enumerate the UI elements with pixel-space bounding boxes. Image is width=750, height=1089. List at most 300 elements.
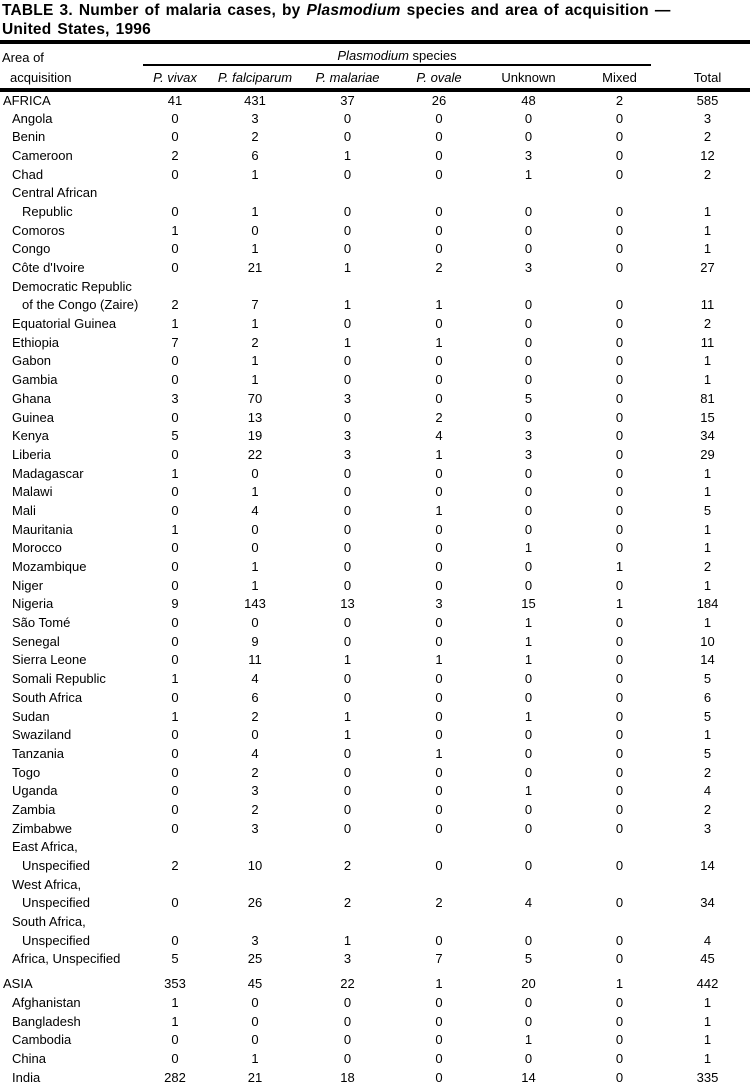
cell-value — [210, 875, 300, 894]
cell-value: 1 — [251, 203, 259, 219]
cell-value: 2 — [343, 858, 352, 874]
cell-value — [483, 875, 574, 894]
cell-value: 6 — [251, 147, 259, 163]
cell-value: 1 — [251, 353, 259, 369]
cell-value: 0 — [524, 577, 533, 593]
cell-value: 0 — [171, 689, 179, 705]
cell-value: 0 — [524, 559, 533, 575]
cell-value: 0 — [524, 858, 533, 874]
cell-value: 1 — [703, 577, 712, 593]
cell-value: 353 — [164, 976, 186, 992]
table-row — [0, 1049, 750, 1068]
cell-value: 0 — [524, 203, 533, 219]
cell-value: 143 — [244, 596, 266, 612]
table-row — [0, 1068, 750, 1087]
cell-value: 335 — [696, 1069, 719, 1085]
cell-value: 10 — [700, 633, 715, 649]
cell-value: 0 — [615, 129, 624, 145]
table-row — [0, 931, 750, 950]
table-row — [0, 389, 750, 408]
row-label: Sierra Leone — [12, 652, 87, 668]
cell-value — [483, 912, 574, 931]
row-label: Afghanistan — [12, 994, 81, 1010]
cell-value: 21 — [247, 260, 263, 276]
cell-value: 2 — [703, 316, 712, 332]
cell-value: 0 — [615, 521, 624, 537]
cell-value: 11 — [700, 297, 715, 313]
table-row — [0, 520, 750, 539]
cell-value: 0 — [524, 465, 533, 481]
cell-value: 45 — [247, 976, 263, 992]
cell-value: 26 — [247, 895, 263, 911]
cell-value: 0 — [435, 465, 443, 481]
cell-value: 1 — [171, 222, 179, 238]
cell-value: 10 — [247, 858, 263, 874]
row-label: Central African — [12, 185, 98, 201]
cell-value: 0 — [171, 633, 179, 649]
cell-value: 2 — [703, 166, 712, 182]
cell-value: 0 — [435, 222, 443, 238]
cell-value: 4 — [251, 502, 259, 518]
row-label: Sudan — [12, 708, 50, 724]
cell-value: 2 — [251, 764, 259, 780]
cell-value: 29 — [700, 446, 715, 462]
cell-value: 0 — [171, 577, 179, 593]
cell-value: 22 — [340, 976, 355, 992]
cell-value: 0 — [524, 409, 533, 425]
cell-value: 7 — [251, 297, 259, 313]
cell-value: 0 — [251, 1032, 259, 1048]
row-label: of the Congo (Zaire) — [22, 297, 139, 313]
cell-value: 0 — [524, 671, 533, 687]
cell-value: 2 — [171, 147, 179, 163]
table-row — [0, 464, 750, 483]
malaria-cases-table — [0, 40, 750, 1086]
table-row — [0, 352, 750, 371]
cell-value: 2 — [703, 559, 712, 575]
cell-value: 26 — [431, 92, 447, 108]
cell-value — [300, 838, 395, 857]
table-title-line2: United States, 1996 — [2, 20, 151, 38]
cell-value: 45 — [700, 951, 715, 967]
row-label: East Africa, — [12, 839, 78, 855]
cell-value — [665, 183, 750, 202]
cell-value: 5 — [171, 951, 179, 967]
cell-value: 0 — [524, 502, 533, 518]
cell-value: 5 — [524, 951, 533, 967]
cell-value — [665, 838, 750, 857]
cell-value: 0 — [435, 353, 443, 369]
cell-value: 0 — [343, 615, 352, 631]
cell-value: 0 — [615, 297, 624, 313]
cell-value: 2 — [171, 858, 179, 874]
cell-value: 9 — [171, 596, 179, 612]
cell-value: 0 — [343, 372, 352, 388]
cell-value: 0 — [615, 615, 624, 631]
cell-value: 1 — [251, 316, 259, 332]
cell-value: 5 — [703, 671, 712, 687]
cell-value — [574, 183, 665, 202]
table-row — [0, 482, 750, 501]
table-title-line1: TABLE 3. Number of malaria cases, by Plasmodium species and area of acquisition — — [2, 2, 671, 19]
cell-value: 1 — [343, 147, 352, 163]
cell-value: 0 — [615, 858, 624, 874]
row-label: Tanzania — [12, 745, 65, 761]
row-label: Gabon — [12, 353, 52, 369]
row-label: Comoros — [12, 222, 65, 238]
cell-value: 1 — [703, 1050, 712, 1066]
cell-value: 3 — [251, 932, 259, 948]
cell-value: 0 — [524, 745, 533, 761]
cell-value: 4 — [703, 932, 712, 948]
cell-value: 0 — [524, 801, 533, 817]
cell-value: 0 — [251, 465, 259, 481]
cell-value: 0 — [343, 316, 352, 332]
table-row — [0, 968, 750, 993]
cell-value: 1 — [703, 1013, 712, 1029]
cell-value: 0 — [435, 129, 443, 145]
cell-value: 7 — [435, 951, 443, 967]
cell-value: 0 — [615, 689, 624, 705]
plasmodium-species-group-header — [140, 42, 665, 66]
column-header-mixed: Mixed — [574, 66, 665, 90]
cell-value: 0 — [615, 951, 624, 967]
cell-value: 0 — [615, 484, 624, 500]
cell-value: 12 — [700, 147, 715, 163]
cell-value: 1 — [435, 652, 443, 668]
cell-value: 3 — [524, 428, 533, 444]
row-label: South Africa, — [12, 914, 86, 930]
cell-value: 2 — [251, 801, 259, 817]
cell-value: 1 — [703, 521, 712, 537]
row-label: Côte d'Ivoire — [12, 260, 85, 276]
column-header-p-ovale: P. ovale — [395, 66, 483, 90]
cell-value: 1 — [435, 334, 443, 350]
cell-value: 0 — [615, 745, 624, 761]
cell-value: 11 — [700, 334, 715, 350]
cell-value: 0 — [171, 166, 179, 182]
cell-value: 1 — [251, 559, 259, 575]
row-label: AFRICA — [3, 92, 51, 108]
table-row — [0, 109, 750, 128]
cell-value: 1 — [171, 708, 179, 724]
cell-value: 0 — [615, 428, 624, 444]
cell-value: 2 — [703, 801, 712, 817]
cell-value: 4 — [251, 671, 259, 687]
cell-value: 1 — [343, 727, 352, 743]
cell-value: 15 — [700, 409, 715, 425]
table-row — [0, 595, 750, 614]
cell-value: 0 — [615, 502, 624, 518]
cell-value — [483, 838, 574, 857]
cell-value: 0 — [171, 727, 179, 743]
cell-value: 0 — [615, 1069, 624, 1085]
cell-value: 2 — [435, 895, 443, 911]
cell-value: 0 — [524, 994, 533, 1010]
table-row — [0, 613, 750, 632]
cell-value: 0 — [171, 895, 179, 911]
cell-value: 0 — [343, 465, 352, 481]
cell-value: 0 — [343, 783, 352, 799]
cell-value: 0 — [524, 316, 533, 332]
cell-value: 3 — [524, 147, 533, 163]
cell-value: 1 — [251, 372, 259, 388]
cell-value: 1 — [524, 708, 533, 724]
cell-value: 0 — [435, 727, 443, 743]
cell-value: 0 — [615, 372, 624, 388]
cell-value: 14 — [521, 1069, 536, 1085]
cell-value: 0 — [171, 745, 179, 761]
cell-value — [210, 183, 300, 202]
row-label: India — [12, 1069, 41, 1085]
cell-value: 0 — [435, 110, 443, 126]
cell-value: 1 — [343, 260, 352, 276]
cell-value: 0 — [171, 353, 179, 369]
cell-value: 1 — [524, 633, 533, 649]
row-label: Ethiopia — [12, 334, 59, 350]
cell-value: 0 — [435, 1032, 443, 1048]
cell-value: 6 — [251, 689, 259, 705]
cell-value: 1 — [703, 465, 712, 481]
cell-value: 0 — [251, 521, 259, 537]
table-row — [0, 1012, 750, 1031]
cell-value: 5 — [524, 390, 533, 406]
cell-value — [210, 277, 300, 296]
table-row — [0, 333, 750, 352]
cell-value: 5 — [171, 428, 179, 444]
cell-value: 0 — [251, 994, 259, 1010]
cell-value: 2 — [251, 129, 259, 145]
cell-value — [210, 912, 300, 931]
cell-value: 0 — [615, 260, 624, 276]
row-label: Zambia — [12, 801, 56, 817]
cell-value: 0 — [524, 932, 533, 948]
cell-value: 3 — [343, 951, 352, 967]
cell-value: 0 — [615, 446, 624, 462]
cell-value: 0 — [615, 390, 624, 406]
cell-value: 3 — [703, 820, 712, 836]
cell-value: 1 — [615, 559, 624, 575]
table-header — [0, 42, 750, 90]
cell-value — [140, 875, 210, 894]
table-row — [0, 669, 750, 688]
row-label: Niger — [12, 577, 44, 593]
row-label: Unspecified — [22, 858, 90, 874]
cell-value: 282 — [164, 1069, 186, 1085]
cell-value — [140, 912, 210, 931]
cell-value: 0 — [524, 1050, 533, 1066]
cell-value: 4 — [435, 428, 443, 444]
cell-value: 0 — [615, 671, 624, 687]
cell-value: 2 — [435, 260, 443, 276]
cell-value: 11 — [248, 652, 262, 668]
cell-value: 22 — [247, 446, 263, 462]
cell-value: 0 — [435, 559, 443, 575]
cell-value: 0 — [171, 241, 179, 257]
cell-value — [574, 838, 665, 857]
cell-value: 0 — [251, 615, 259, 631]
cell-value: 0 — [171, 764, 179, 780]
cell-value: 0 — [615, 633, 624, 649]
cell-value: 0 — [343, 502, 352, 518]
cell-value: 0 — [435, 166, 443, 182]
cell-value: 0 — [343, 521, 352, 537]
cell-value: 0 — [615, 222, 624, 238]
cell-value — [140, 838, 210, 857]
table-row — [0, 258, 750, 277]
header-group-row — [0, 42, 750, 66]
cell-value: 0 — [343, 1013, 352, 1029]
table-row — [0, 202, 750, 221]
cell-value: 0 — [343, 820, 352, 836]
cell-value: 0 — [343, 1050, 352, 1066]
cell-value: 0 — [524, 820, 533, 836]
cell-value: 0 — [171, 801, 179, 817]
cell-value: 0 — [615, 147, 624, 163]
cell-value: 0 — [435, 932, 443, 948]
cell-value: 0 — [435, 671, 443, 687]
cell-value: 1 — [343, 297, 352, 313]
cell-value — [395, 912, 483, 931]
cell-value — [665, 277, 750, 296]
cell-value: 3 — [171, 390, 179, 406]
cell-value: 0 — [343, 484, 352, 500]
cell-value: 0 — [615, 353, 624, 369]
cell-value: 0 — [171, 129, 179, 145]
cell-value: 0 — [343, 166, 352, 182]
cell-value: 0 — [435, 241, 443, 257]
table-row — [0, 90, 750, 109]
cell-value: 0 — [171, 652, 179, 668]
cell-value: 1 — [171, 465, 179, 481]
cell-value: 14 — [700, 858, 715, 874]
table-row — [0, 146, 750, 165]
cell-value: 0 — [615, 334, 624, 350]
cell-value: 1 — [343, 708, 352, 724]
cell-value: 0 — [524, 334, 533, 350]
table-row — [0, 426, 750, 445]
cell-value: 0 — [435, 316, 443, 332]
table-row — [0, 819, 750, 838]
cell-value: 0 — [343, 241, 352, 257]
table-row — [0, 744, 750, 763]
cell-value: 7 — [171, 334, 179, 350]
cell-value: 1 — [703, 203, 712, 219]
cell-value: 9 — [251, 633, 259, 649]
cell-value: 2 — [343, 895, 352, 911]
cell-value: 0 — [343, 409, 352, 425]
cell-value: 0 — [343, 764, 352, 780]
cell-value: 81 — [700, 390, 715, 406]
cell-value: 0 — [615, 1013, 624, 1029]
cell-value: 0 — [615, 932, 624, 948]
cell-value — [395, 838, 483, 857]
cell-value: 0 — [343, 577, 352, 593]
table-row — [0, 781, 750, 800]
cell-value: 0 — [615, 316, 624, 332]
table-row — [0, 501, 750, 520]
cell-value: 19 — [247, 428, 263, 444]
cell-value: 0 — [171, 559, 179, 575]
cell-value: 3 — [524, 260, 533, 276]
cell-value: 4 — [251, 745, 259, 761]
cell-value — [395, 277, 483, 296]
cell-value: 1 — [703, 353, 712, 369]
cell-value: 0 — [524, 764, 533, 780]
row-label: Guinea — [12, 409, 54, 425]
cell-value: 0 — [171, 1032, 179, 1048]
row-label: Congo — [12, 241, 51, 257]
cell-value: 20 — [521, 976, 536, 992]
cell-value: 0 — [615, 409, 624, 425]
row-label: Malawi — [12, 484, 53, 500]
table-row — [0, 632, 750, 651]
column-header-total: Total — [665, 66, 750, 90]
cell-value: 1 — [703, 1032, 712, 1048]
row-label: Somali Republic — [12, 671, 106, 687]
cell-value: 1 — [171, 994, 179, 1010]
cell-value: 48 — [521, 92, 536, 108]
cell-value: 184 — [696, 596, 719, 612]
column-header-p-vivax: P. vivax — [140, 66, 210, 90]
cell-value: 1 — [524, 783, 533, 799]
cell-value: 0 — [171, 1050, 179, 1066]
table-row — [0, 576, 750, 595]
row-label: Ghana — [12, 390, 52, 406]
row-label: Zimbabwe — [12, 820, 72, 836]
cell-value: 0 — [615, 895, 624, 911]
cell-value — [300, 912, 395, 931]
cell-value: 0 — [435, 203, 443, 219]
area-of-acquisition-header-line2: acquisition — [0, 66, 140, 90]
cell-value: 0 — [615, 727, 624, 743]
cell-value: 21 — [247, 1069, 263, 1085]
cell-value: 1 — [615, 596, 624, 612]
cell-value: 1 — [703, 727, 712, 743]
cell-value: 0 — [435, 484, 443, 500]
cell-value: 0 — [171, 820, 179, 836]
cell-value: 0 — [343, 110, 352, 126]
cell-value: 0 — [435, 390, 443, 406]
cell-value: 0 — [343, 689, 352, 705]
row-label: Bangladesh — [12, 1013, 81, 1029]
row-label: China — [12, 1050, 46, 1066]
cell-value: 1 — [435, 446, 443, 462]
row-label: Africa, Unspecified — [12, 951, 121, 967]
cell-value: 3 — [251, 783, 259, 799]
cell-value: 1 — [343, 334, 352, 350]
cell-value: 0 — [615, 783, 624, 799]
table-row — [0, 183, 750, 202]
cell-value: 0 — [171, 110, 179, 126]
cell-value: 0 — [343, 203, 352, 219]
cell-value: 0 — [615, 801, 624, 817]
row-label: ASIA — [3, 976, 33, 992]
table-row — [0, 277, 750, 296]
table-body — [0, 90, 750, 1086]
cell-value: 0 — [615, 708, 624, 724]
cell-value: 0 — [343, 801, 352, 817]
cell-value: 1 — [524, 1032, 533, 1048]
cell-value: 0 — [343, 129, 352, 145]
cell-value: 1 — [703, 994, 712, 1010]
cell-value — [665, 875, 750, 894]
cell-value — [140, 183, 210, 202]
row-label: Angola — [12, 110, 53, 126]
cell-value: 0 — [524, 241, 533, 257]
cell-value: 1 — [524, 166, 533, 182]
cell-value: 3 — [524, 446, 533, 462]
